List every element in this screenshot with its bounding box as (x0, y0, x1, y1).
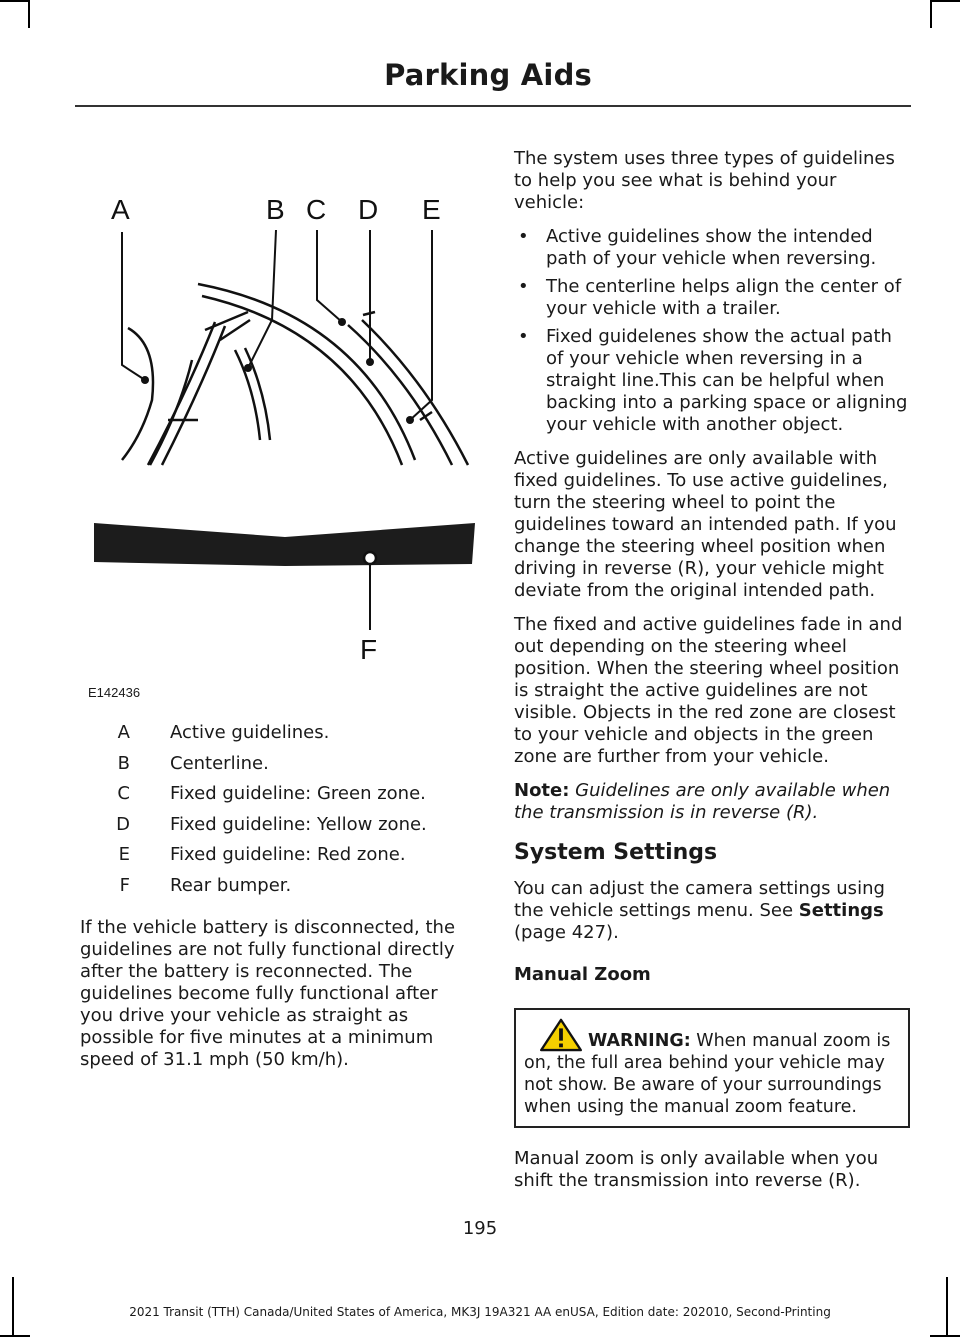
leader-e (410, 230, 432, 420)
label-d: D (358, 194, 379, 225)
warning-text: When manual zoom is on, the full area behind your vehicle may not show. Be aware of your surroundings when using the manual zoom feature. (524, 1031, 891, 1117)
leader-c (317, 230, 342, 322)
label-c: C (306, 194, 327, 225)
active-guideline-left (122, 328, 153, 460)
settings-page-ref: (page 427). (514, 922, 619, 943)
leader-a (122, 232, 145, 380)
settings-text: You can adjust the camera settings using the vehicle settings menu. See (514, 878, 885, 921)
warning-label: WARNING: (588, 1031, 691, 1051)
list-item: • Fixed guidelenes show the actual path of your vehicle when reversing in a straight line.This can be helpful when backing into a parking space or aligning your vehicle with another object. (514, 326, 910, 436)
warning-triangle-icon (538, 1018, 584, 1052)
right-column (514, 148, 910, 1204)
crop-mark (28, 0, 30, 28)
legend-key: C (117, 783, 130, 804)
legend-text: Fixed guideline: Yellow zone. (170, 813, 427, 835)
figure-code: E142436 (88, 685, 141, 700)
page-title: Parking Aids (384, 58, 592, 92)
battery-paragraph: If the vehicle battery is disconnected, the guidelines are not fully functional directly after the battery is reconnected. The guidelines become fully functional after you drive your vehicle as straight as possible for five minutes at a minimum speed of 31.1 mph (50 km/h). (80, 917, 456, 1070)
legend-row (78, 753, 478, 784)
zoom-paragraph: Manual zoom is only available when you shift the transmission into reverse (R). (514, 1148, 879, 1191)
figure-legend (78, 722, 478, 905)
settings-paragraph (514, 878, 910, 944)
legend-key: B (117, 752, 130, 774)
legend-row (78, 875, 478, 906)
crop-mark (930, 0, 932, 28)
label-f: F (360, 634, 378, 665)
legend-row (78, 783, 478, 814)
fade-paragraph: The fixed and active guidelines fade in and out depending on the steering wheel position. When the steering wheel position is straight the active guidelines are not visible. Objects in the red zone are closest to your vehicle and objects in the green zone are further from your vehicle. (514, 614, 903, 767)
legend-key: A (117, 722, 130, 743)
heading-system-settings: System Settings (514, 840, 718, 865)
crop-mark (0, 0, 30, 2)
guidelines-figure (80, 180, 490, 700)
label-e: E (422, 194, 441, 225)
rear-bumper (94, 523, 475, 566)
list-item: • The centerline helps align the center of your vehicle with a trailer. (514, 276, 910, 320)
guideline-types-list (514, 226, 910, 436)
legend-text: Rear bumper. (170, 874, 292, 896)
label-b: B (266, 194, 285, 225)
legend-key: D (116, 813, 130, 835)
note (514, 780, 910, 824)
active-guidelines-paragraph: Active guidelines are only available with fixed guidelines. To use active guidelines, turn the steering wheel to point the guidelines toward an intended path. If you change the steering wheel position when driving in reverse (R), your vehicle might deviate from the original intended path. (514, 448, 897, 601)
legend-row (78, 814, 478, 845)
legend-text: Active guidelines. (170, 722, 330, 743)
intro-paragraph: The system uses three types of guidelines to help you see what is behind your vehicle: (514, 148, 895, 213)
legend-key: F (119, 874, 130, 896)
note-label: Note: (514, 780, 570, 801)
legend-text: Fixed guideline: Red zone. (170, 844, 406, 865)
heading-manual-zoom: Manual Zoom (514, 964, 651, 985)
label-a: A (111, 194, 130, 225)
crop-mark (930, 0, 960, 2)
list-item: • Active guidelines show the intended path of your vehicle when reversing. (514, 226, 910, 270)
legend-row (78, 844, 478, 875)
legend-text: Centerline. (170, 752, 269, 774)
legend-row (78, 722, 478, 753)
guidelines-diagram (80, 180, 490, 700)
settings-link[interactable]: Settings (798, 900, 884, 921)
header-rule (75, 105, 911, 107)
warning-box (514, 1008, 910, 1128)
legend-text: Fixed guideline: Green zone. (170, 783, 426, 804)
legend-key: E (118, 844, 130, 865)
note-text: Guidelines are only available when the transmission is in reverse (R). (514, 780, 891, 823)
left-column (80, 917, 472, 1083)
footer: 2021 Transit (TTH) Canada/United States of America, MK3J 19A321 AA enUSA, Edition date: 202010, Second-Printing (129, 1305, 831, 1319)
page-number: 195 (462, 1218, 498, 1239)
